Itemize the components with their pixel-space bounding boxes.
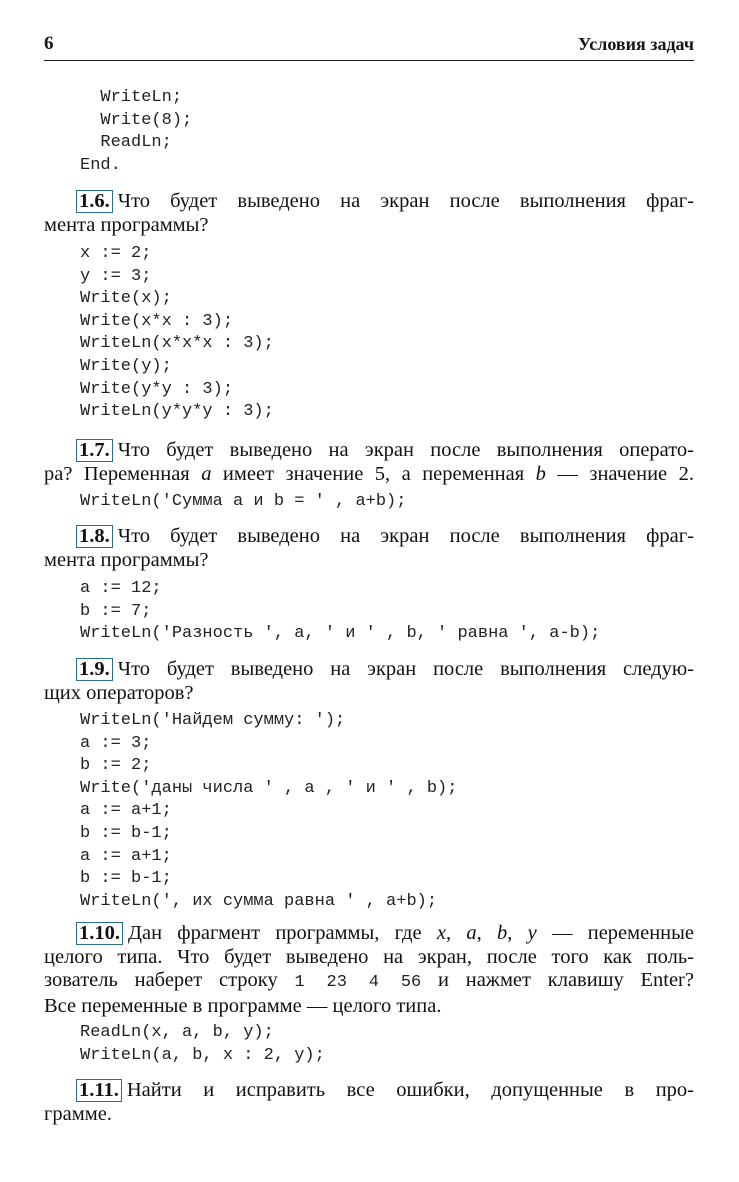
input-string: 1 23 4 56 xyxy=(294,973,422,993)
task-text-line: 1.6. Что будет выведено на экран после выполнения фраг- xyxy=(44,190,694,214)
code-block-1-8 xyxy=(80,578,600,646)
task-text-line: зователь наберет строку 1 23 4 56 и нажмет клавишу Enter? xyxy=(44,969,694,993)
code-line: WriteLn; xyxy=(80,88,183,107)
code-line: Write(x); xyxy=(80,289,172,309)
code-line: ReadLn(x, a, b, y); xyxy=(80,1023,274,1042)
code-line: WriteLn(x*x*x : 3); xyxy=(80,334,274,354)
code-line: WriteLn('Разность ', a, ' и ' , b, ' равна ', a-b); xyxy=(80,624,601,644)
header-rule xyxy=(44,60,694,61)
task-number: 1.9. xyxy=(76,658,113,681)
code-line: x := 2; xyxy=(80,244,152,263)
code-line: End. xyxy=(80,155,121,175)
code-line: ReadLn; xyxy=(80,133,172,153)
section-title: Условия задач xyxy=(577,34,694,54)
task-text-line: 1.11. Найти и исправить все ошибки, допущенные в про- xyxy=(44,1079,694,1103)
task-1-11 xyxy=(44,1079,694,1126)
code-block-1-9 xyxy=(80,710,457,913)
task-number: 1.8. xyxy=(76,525,113,548)
page-number: 6 xyxy=(44,33,54,54)
code-block-1-7 xyxy=(80,491,406,514)
code-line: b := 2; xyxy=(80,756,152,776)
task-text-line: щих операторов? xyxy=(44,681,194,704)
code-line: a := a+1; xyxy=(80,801,172,821)
code-line: a := 3; xyxy=(80,733,152,753)
code-block-continuation xyxy=(80,87,192,177)
code-line: a := 12; xyxy=(80,579,162,598)
task-1-9 xyxy=(44,658,694,705)
code-line: WriteLn('Сумма a и b = ' , a+b); xyxy=(80,492,407,511)
code-line: b := b-1; xyxy=(80,823,172,843)
code-line: a := a+1; xyxy=(80,846,172,866)
code-block-1-6 xyxy=(80,243,274,424)
task-text-line: целого типа. Что будет выведено на экран, после того как поль- xyxy=(44,945,694,968)
code-line: WriteLn(y*y*y : 3); xyxy=(80,402,274,422)
task-number: 1.10. xyxy=(76,922,123,945)
task-text-line: 1.7. Что будет выведено на экран после выполнения операто- xyxy=(44,439,694,463)
task-text-line: 1.9. Что будет выведено на экран после выполнения следую- xyxy=(44,658,694,682)
code-line: b := b-1; xyxy=(80,869,172,889)
code-line: Write(y); xyxy=(80,356,172,376)
task-1-6 xyxy=(44,190,694,237)
code-line: y := 3; xyxy=(80,266,152,286)
task-number: 1.11. xyxy=(76,1079,122,1102)
code-line: Write(8); xyxy=(80,110,193,130)
task-text-line: грамме. xyxy=(44,1102,112,1125)
code-line: WriteLn('Найдем сумму: '); xyxy=(80,711,346,730)
task-number: 1.6. xyxy=(76,190,113,213)
task-text-line: мента программы? xyxy=(44,213,209,236)
code-block-1-10 xyxy=(80,1022,325,1067)
task-text-line: мента программы? xyxy=(44,548,209,571)
task-1-10 xyxy=(44,922,694,1018)
task-1-8 xyxy=(44,525,694,572)
task-text-line: 1.8. Что будет выведено на экран после выполнения фраг- xyxy=(44,525,694,549)
code-line: WriteLn(', их сумма равна ' , a+b); xyxy=(80,891,438,911)
variable-a: a xyxy=(201,462,212,485)
variable-b: b xyxy=(535,462,546,485)
code-line: Write('даны числа ' , a , ' и ' , b); xyxy=(80,778,458,798)
task-1-7 xyxy=(44,439,694,486)
task-text-line: 1.10. Дан фрагмент программы, где x, a, b, y — переменные xyxy=(44,922,694,946)
code-line: Write(x*x : 3); xyxy=(80,311,234,331)
code-line: b := 7; xyxy=(80,601,152,621)
code-line: Write(y*y : 3); xyxy=(80,379,234,399)
task-number: 1.7. xyxy=(76,439,113,462)
task-text-line: Все переменные в программе — целого типа. xyxy=(44,994,442,1017)
code-line: WriteLn(a, b, x : 2, y); xyxy=(80,1045,325,1065)
task-text-line: ра? Переменная a имеет значение 5, а переменная b — значение 2. xyxy=(44,462,694,485)
